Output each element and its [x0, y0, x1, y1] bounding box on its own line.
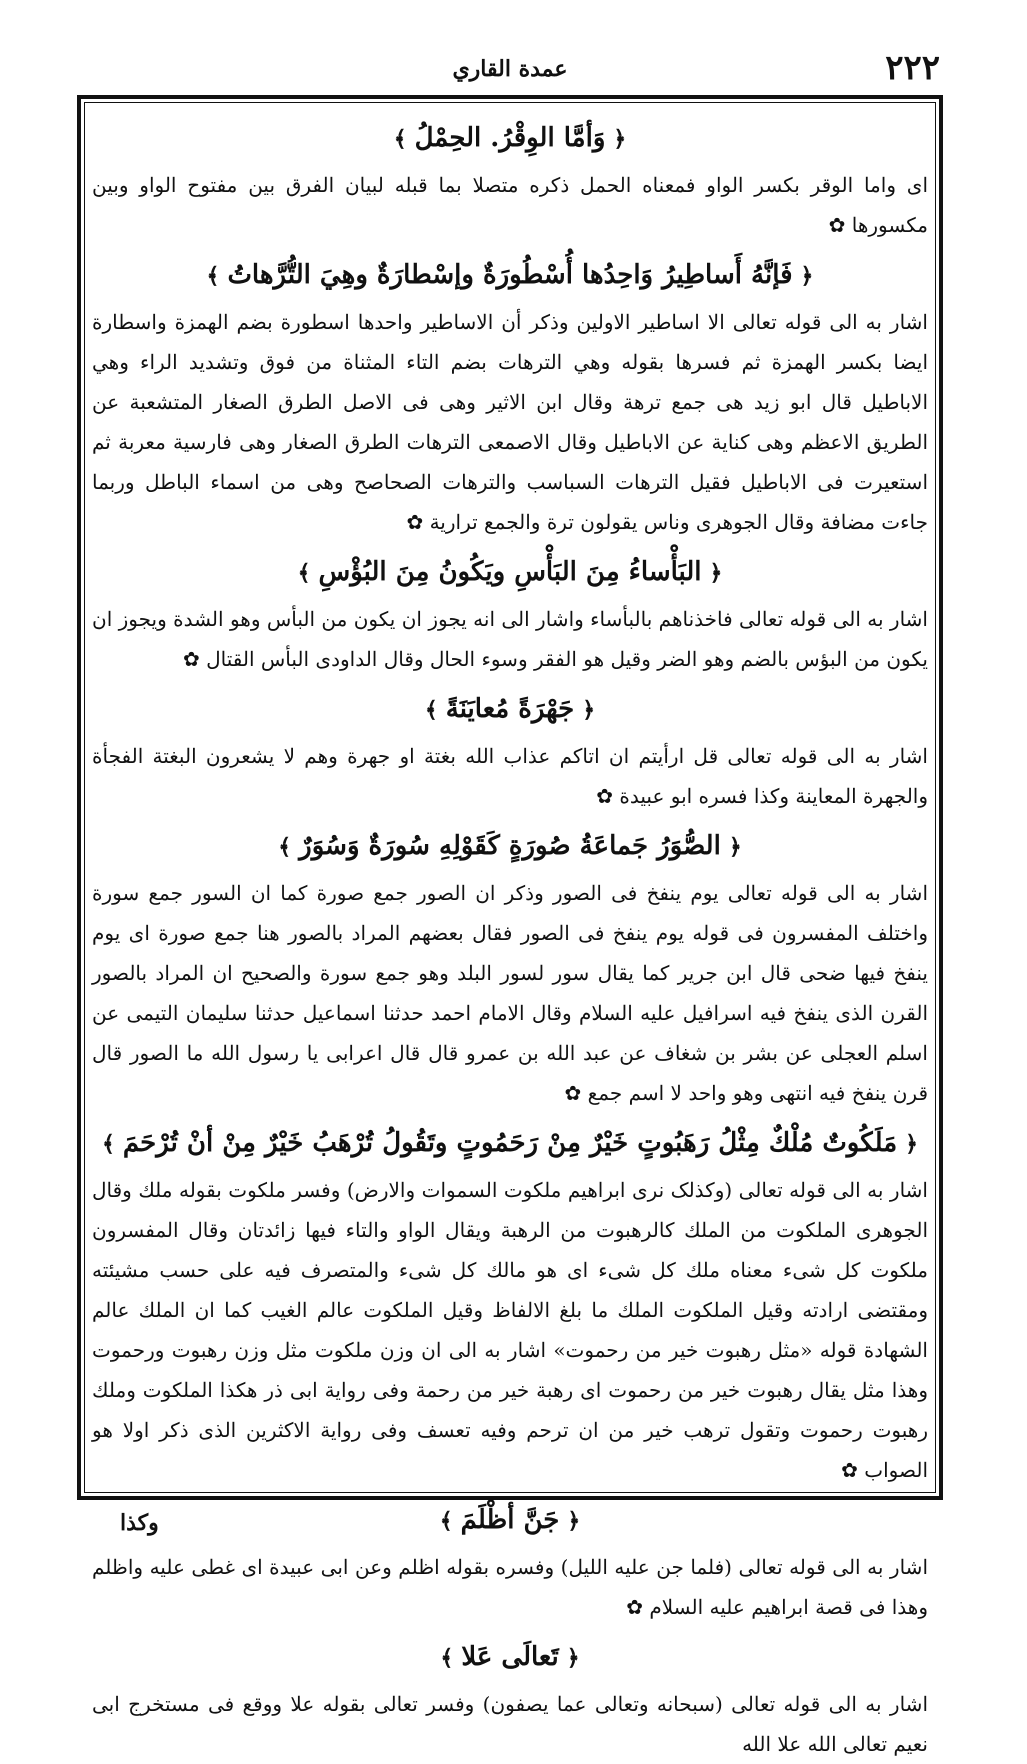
heading-text: البَأْساءُ مِنَ البَأْسِ ويَكُونُ مِنَ البُؤْسِ [318, 557, 702, 587]
heading-text: جَنَّ أظْلَمَ [460, 1505, 560, 1535]
section-heading [92, 249, 928, 302]
section-heading [92, 1117, 928, 1170]
ornament-close: ﴾ [440, 1645, 454, 1671]
ornament-close: ﴾ [278, 834, 292, 860]
page-number: ٢٢٢ [885, 48, 940, 88]
commentary-paragraph: اشار به الی قوله تعالی (سبحانه وتعالی عما یصفون) وفسر تعالی بقوله علا ووقع فی مستخرج ابی نعیم تعالی الله علا الله [92, 1692, 928, 1756]
commentary-paragraph: اشار به الی قوله تعالی قل ارأیتم ان اتاکم عذاب الله بغتة او جهرة وهم لا یشعرون البغتة الفجأة والجهرة المعاینة وکذا فسره ابو عبیدة ✿ [92, 744, 928, 808]
ornament-open: ﴿ [905, 1131, 919, 1157]
commentary-paragraph: ای واما الوقر بکسر الواو فمعناه الحمل ذکره متصلا بما قبله لبیان الفرق بین مفتوح الواو وبین مکسورها ✿ [92, 173, 928, 237]
ornament-open: ﴿ [728, 834, 742, 860]
ornament-close: ﴾ [393, 126, 407, 152]
commentary-paragraph: اشار به الی قوله تعالی یوم ینفخ فی الصور وذکر ان الصور جمع صورة کما ان السور جمع سورة واختلف المفسرون فی قوله یوم ینفخ فی الصور فقال بعضهم المراد بالصور هنا جمع صورة ای یوم ینفخ فیها ضحی قال ابن جریر کما یقال سور لسور البلد وهو جمع سورة والصحیح ان المراد بالصور القرن الذی ینفخ فیه اسرافیل علیه السلام وقال الامام احمد حدثنا اسماعیل حدثنا سلیمان التیمی عن اسلم العجلی عن بشر بن شغاف عن عبد الله بن عمرو قال قال اعرابی یا رسول الله ما الصور قال قرن ینفخ فیه انتهی وهو واحد لا اسم جمع ✿ [92, 881, 928, 1105]
heading-text: وَأمَّا الوِقْرُ. الحِمْلُ [414, 123, 606, 153]
ornament-close: ﴾ [101, 1131, 115, 1157]
ornament-open: ﴿ [800, 263, 814, 289]
commentary-paragraph: اشار به الی قوله تعالی فاخذناهم بالبأساء واشار الی انه یجوز ان یکون من البأس وهو الشدة ویجوز ان یکون من البؤس بالضم وهو الضر وقیل هو الفقر وسوء الحال وقال الداودی البأس القتال ✿ [92, 607, 928, 671]
heading-text: فَإنَّهُ أَساطِيرُ وَاحِدُها أُسْطُورَةٌ وإسْطارَةٌ وهِيَ التُّرَّهاتُ [227, 260, 793, 290]
commentary-paragraph: اشار به الی قوله تعالی (وکذلک نری ابراهیم ملکوت السموات والارض) وفسر ملکوت بقوله ملك وقال الجوهری الملکوت من الملك کالرهبوت من الرهبة ویقال الواو والتاء فیها زائدتان وقال المفسرون ملکوت کل شیء معناه ملك کل شیء ای هو مالك کل شیء والمتصرف فیه علی حسب مشیئته ومقتضی ارادته وقیل الملکوت الملك ما بلغ الالفاظ وقیل الملکوت عالم الغیب کما ان الملك عالم الشهادة قوله «مثل رهبوت خیر من رحموت» اشار به الی ان وزن ملکوت مثل وزن رهبوت ورحموت وهذا مثل یقال رهبوت خیر من رحموت ای رهبة خیر من رحمة وفی روایة ابی ذر هکذا الملکوت وملك رهبوت رحموت وتقول ترهب خیر من ان ترحم وفیه تعسف وفی روایة الاکثرین الذی ذکر اولا هو الصواب ✿ [92, 1178, 928, 1482]
commentary-paragraph: اشار به الی قوله تعالی (فلما جن علیه اللیل) وفسره بقوله اظلم وعن ابی عبیدة ای غطی علیه واظلم وهذا فی قصة ابراهیم علیه السلام ✿ [92, 1555, 928, 1619]
section-heading [92, 1494, 928, 1547]
section-heading [92, 1631, 928, 1684]
section-heading [92, 820, 928, 873]
heading-text: جَهْرَةً مُعايَنَةً [445, 694, 575, 724]
section-heading [92, 683, 928, 736]
ornament-close: ﴾ [424, 697, 438, 723]
ornament-open: ﴿ [613, 126, 627, 152]
section-heading [92, 546, 928, 599]
heading-text: الصُّوَرُ جَماعَةُ صُورَةٍ كَقَوْلِهِ سُورَةٌ وَسُوَرٌ [299, 831, 721, 861]
ornament-close: ﴾ [439, 1508, 453, 1534]
ornament-open: ﴿ [567, 1508, 581, 1534]
ornament-close: ﴾ [297, 560, 311, 586]
heading-text: تَعالَى عَلا [461, 1642, 559, 1672]
ornament-close: ﴾ [206, 263, 220, 289]
section-heading [92, 112, 928, 165]
ornament-open: ﴿ [566, 1645, 580, 1671]
page-header [80, 48, 940, 92]
ornament-open: ﴿ [709, 560, 723, 586]
ornament-open: ﴿ [582, 697, 596, 723]
catchword: وكذا [120, 1510, 159, 1536]
running-title: عمدة القاري [452, 56, 568, 82]
commentary-paragraph: اشار به الی قوله تعالی الا اساطیر الاولین وذکر أن الاساطیر واحدها اسطورة بضم الهمزة واسطارة ایضا بکسر الهمزة ثم فسرها بقوله وهي الترهات بضم التاء المثناة من فوق وتشدید الراء وهي الاباطیل قال ابو زید هی جمع ترهة وقال ابن الاثیر وهی فی الاصل الطرق الصغار المتشعبة عن الطریق الاعظم وهی کنایة عن الاباطیل وقال الاصمعی الترهات الطرق الصغار وهی فارسیة معربة ثم استعیرت فی الاباطیل فقیل الترهات السباسب والترهات الصحاصح وهی من اسماء الباطل وربما جاءت مضافة وقال الجوهری وناس یقولون ترة والجمع ترارية ✿ [92, 310, 928, 534]
heading-text: مَلَكُوتٌ مُلْكٌ مِثْلُ رَهَبُوتٍ خَيْرٌ مِنْ رَحَمُوتٍ وتَقُولُ تُرْهَبُ خَيْرٌ مِنْ أنْ تُرْحَمَ [122, 1128, 898, 1158]
